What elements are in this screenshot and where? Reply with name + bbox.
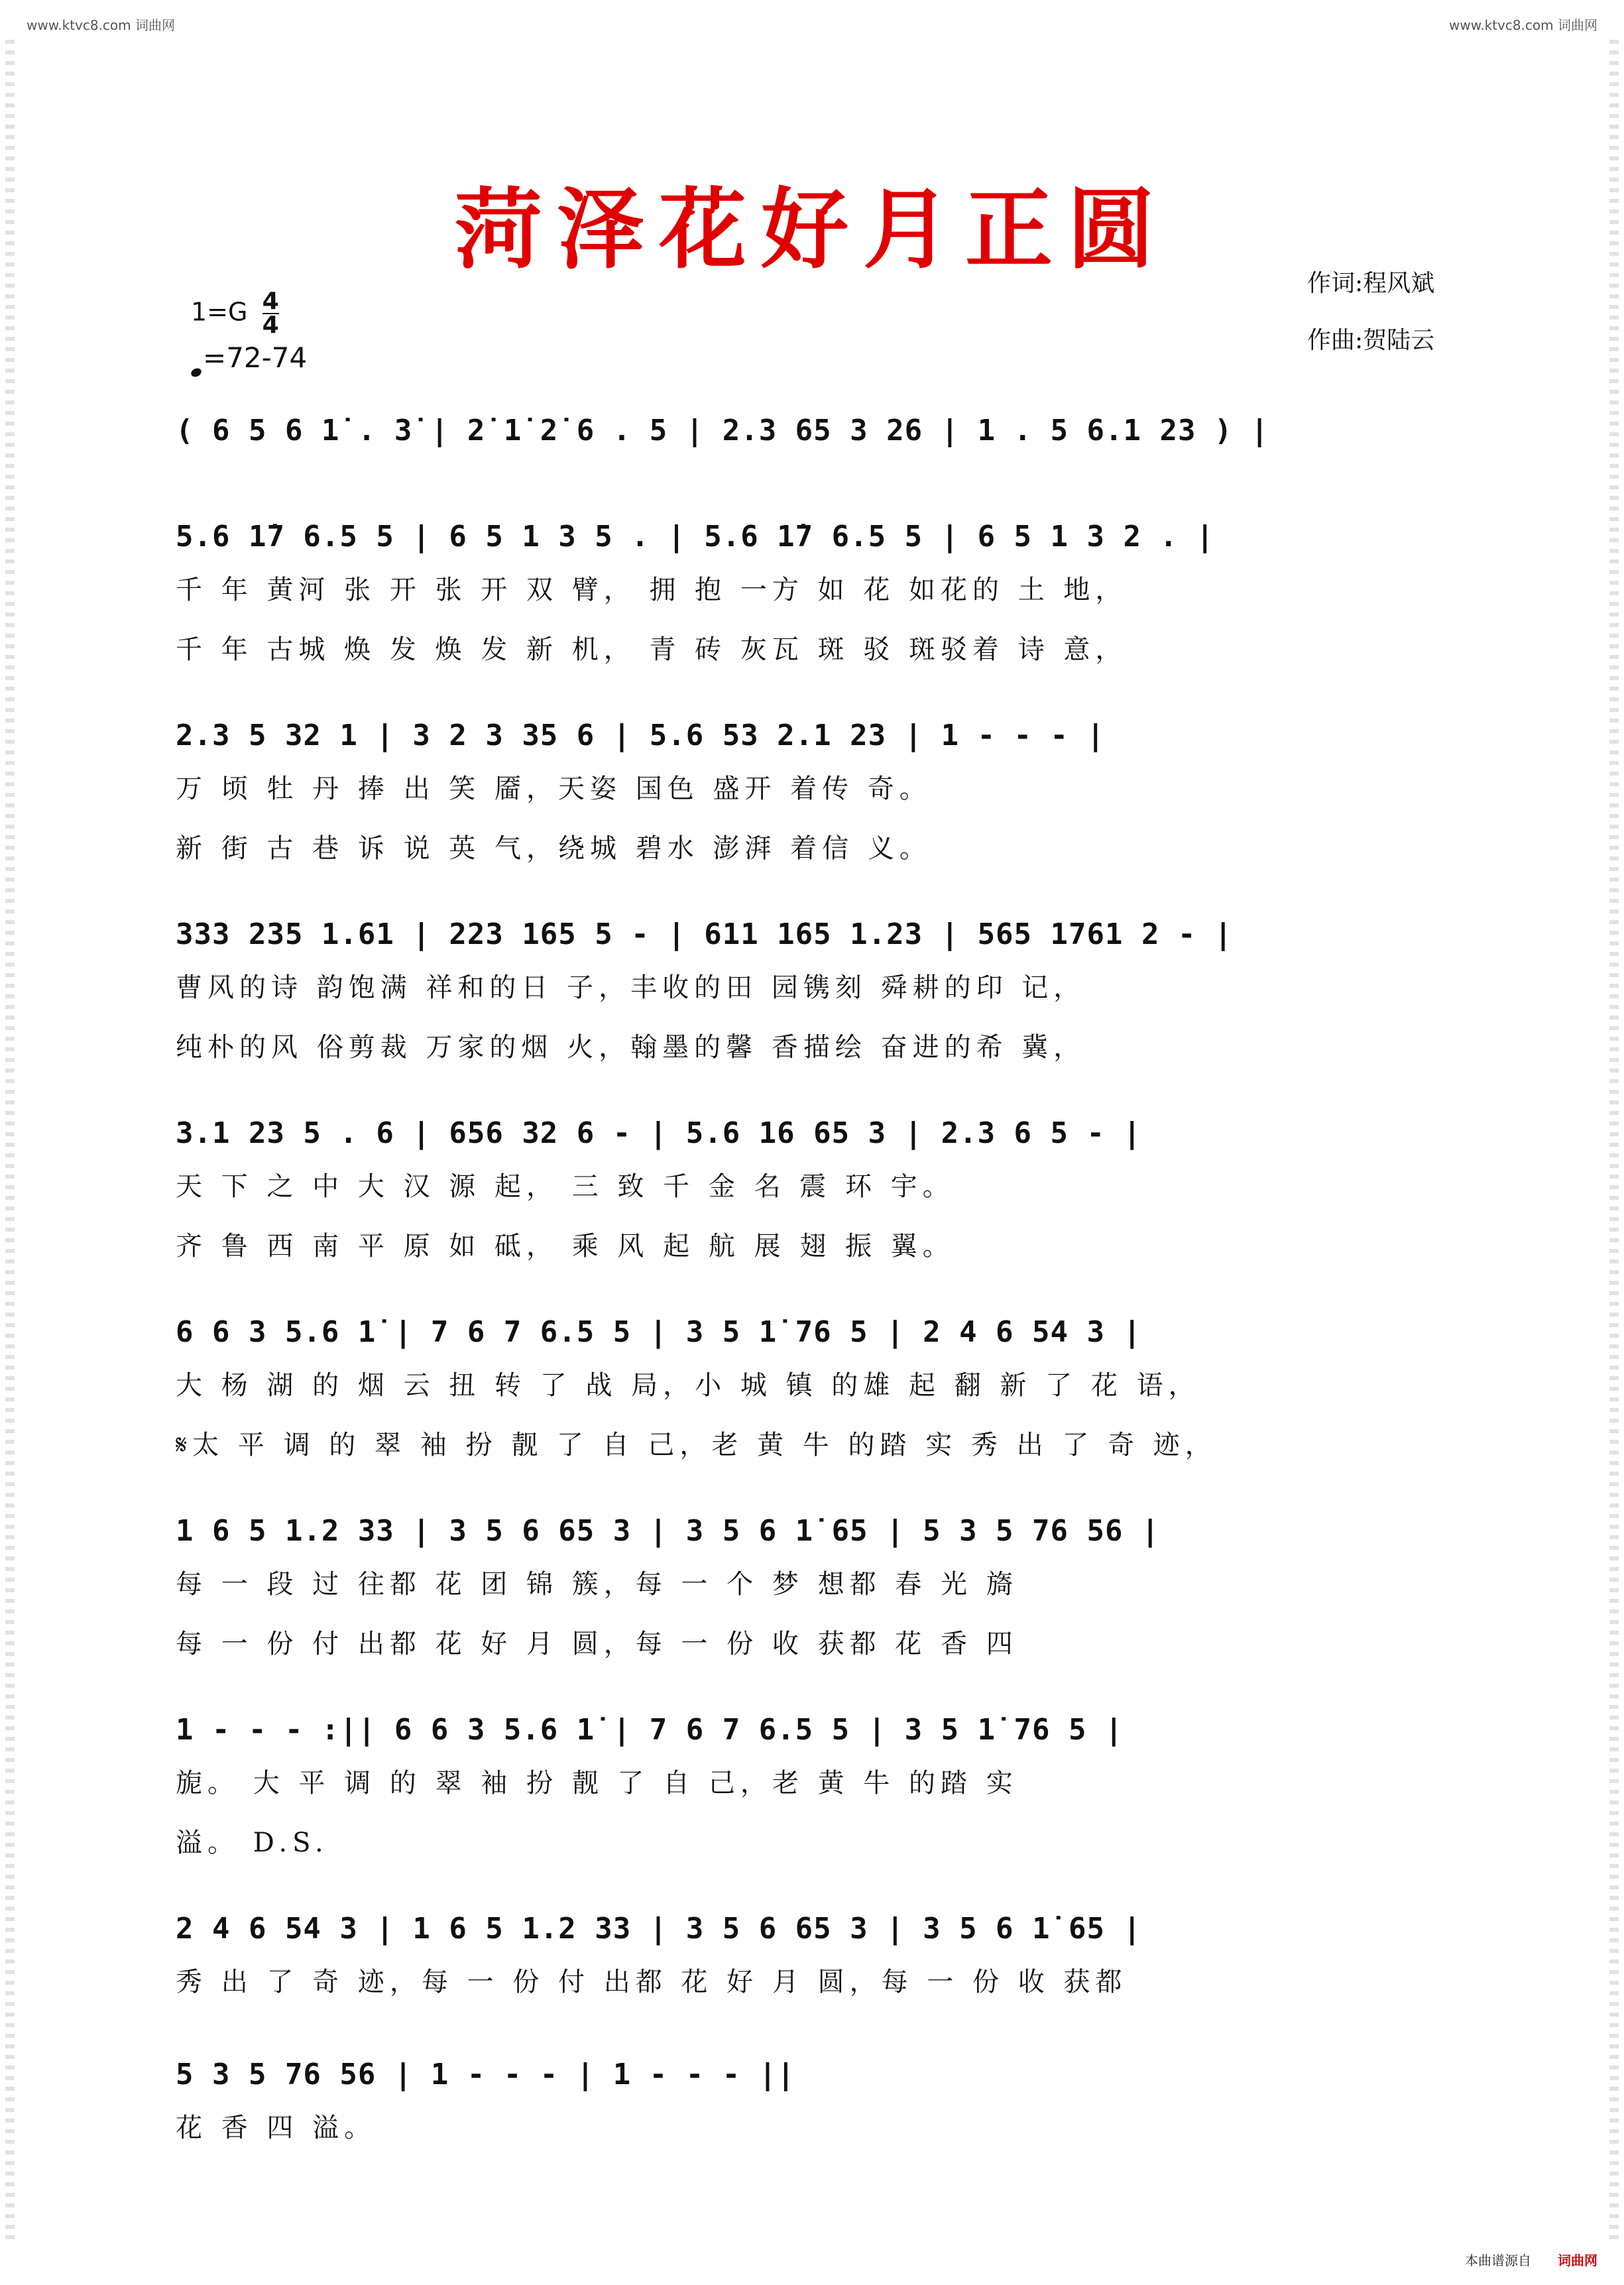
time-bottom: 4 (262, 312, 279, 339)
notation-line: 5 3 5 76 56 | 1 - - - | 1 - - - || (176, 2058, 795, 2091)
lyric-line: 每 一 份 付 出都 花 好 月 圆，每 一 份 收 获都 花 香 四 (176, 1629, 1018, 1659)
score-system (176, 1309, 1468, 1475)
key-signature (191, 288, 279, 339)
lyric-line: 天 下 之 中 大 汉 源 起， 三 致 千 金 名 震 环 宇。 (176, 1171, 955, 1202)
score-system (176, 408, 1468, 454)
notation-line: 1 6 5 1.2 33 | 3 5 6 65 3 | 3 5 6 1̇ 65 | 5 3 5 76 56 | (176, 1514, 1160, 1548)
lyric-line: 千 年 黄河 张 开 张 开 双 臂， 拥 抱 一方 如 花 如花的 土 地， (176, 575, 1128, 605)
watermark-left: www.ktvc8.com 词曲网 (27, 17, 176, 33)
right-border-strip (1609, 40, 1619, 2245)
credits (1307, 255, 1434, 369)
notation-line: ( 6 5 6 1̇ . 3̇ | 2̇ 1̇ 2̇ 6 . 5 | 2.3 65 3 26 | 1 . 5 6.1 23 ) | (176, 414, 1269, 447)
footer-source: 本曲谱源自 (1465, 2253, 1531, 2268)
lyric-line: 千 年 古城 焕 发 焕 发 新 机， 青 砖 灰瓦 斑 驳 斑驳着 诗 意， (176, 634, 1128, 665)
score-system (176, 1906, 1468, 2012)
lyric-line: 旎。 大 平 调 的 翠 袖 扮 靓 了 自 己，老 黄 牛 的踏 实 (176, 1768, 1018, 1798)
lyricist: 作词:程风斌 (1307, 270, 1435, 297)
score-system (176, 911, 1468, 1077)
score-system (176, 2052, 1468, 2158)
score-system (176, 1508, 1468, 1674)
composer: 作曲:贺陆云 (1307, 327, 1435, 354)
footer (1465, 2250, 1597, 2269)
lyric-line: 纯朴的风 俗剪裁 万家的烟 火，翰墨的馨 香描绘 奋进的希 冀， (176, 1032, 1086, 1063)
lyric-line: 每 一 段 过 往都 花 团 锦 簇，每 一 个 梦 想都 春 光 旖 (176, 1569, 1018, 1600)
lyric-line: 新 街 古 巷 诉 说 英 气，绕城 碧水 澎湃 着信 义。 (176, 833, 931, 864)
notation-line: 3.1 23 5 . 6 | 656 32 6 - | 5.6 16 65 3 | 2.3 6 5 - | (176, 1116, 1141, 1150)
lyric-line: 万 顷 牡 丹 捧 出 笑 靥，天姿 国色 盛开 着传 奇。 (176, 774, 931, 804)
score-system (176, 1707, 1468, 1873)
time-signature (262, 288, 279, 339)
watermark-right: www.ktvc8.com 词曲网 (1448, 17, 1597, 33)
lyric-line: 溢。 D.S. (176, 1828, 329, 1858)
key-label: 1=G (191, 297, 248, 327)
left-border-strip (5, 40, 15, 2245)
score-system (176, 1110, 1468, 1276)
notation-line: 333 235 1.61 | 223 165 5 - | 611 165 1.23 | 565 1761 2 - | (176, 917, 1233, 951)
notation-line: 5.6 1̇7 6.5 5 | 6 5 1 3 5 . | 5.6 1̇7 6.5 5 | 6 5 1 3 2 . | (176, 520, 1214, 554)
lyric-line: 曹风的诗 韵饱满 祥和的日 子，丰收的田 园镌刻 舜耕的印 记， (176, 972, 1086, 1003)
lyric-line: 𝄋太 平 调 的 翠 袖 扮 靓 了 自 己，老 黄 牛 的踏 实 秀 出 了 奇 迹， (176, 1430, 1217, 1460)
lyric-line: 大 杨 湖 的 烟 云 扭 转 了 战 局，小 城 镇 的雄 起 翻 新 了 花 语， (176, 1370, 1200, 1401)
notation-line: 2 4 6 54 3 | 1 6 5 1.2 33 | 3 5 6 65 3 | 3 5 6 1̇ 65 | (176, 1912, 1141, 1946)
song-title: 菏泽花好月正圆 (455, 179, 1169, 281)
score-system (176, 713, 1468, 878)
lyric-line: 秀 出 了 奇 迹，每 一 份 付 出都 花 好 月 圆，每 一 份 收 获都 (176, 1967, 1128, 1997)
notation-line: 6 6 3 5.6 1̇ | 7 6 7 6.5 5 | 3 5 1̇ 76 5 | 2 4 6 54 3 | (176, 1315, 1141, 1349)
lyric-line: 齐 鲁 西 南 平 原 如 砥， 乘 风 起 航 展 翅 振 翼。 (176, 1231, 955, 1261)
tempo-marking (191, 341, 307, 374)
notation-line: 1 - - - :|| 6 6 3 5.6 1̇ | 7 6 7 6.5 5 | 3 5 1̇ 76 5 | (176, 1713, 1124, 1747)
score-system (176, 514, 1468, 679)
footer-brand: 词曲网 (1558, 2253, 1597, 2268)
time-top: 4 (262, 288, 279, 315)
notation-line: 2.3 5 32 1 | 3 2 3 35 6 | 5.6 53 2.1 23 | 1 - - - | (176, 719, 1106, 752)
quarter-note-icon (190, 367, 203, 379)
lyric-line: 花 香 四 溢。 (176, 2113, 377, 2143)
tempo-value: =72-74 (203, 341, 308, 374)
